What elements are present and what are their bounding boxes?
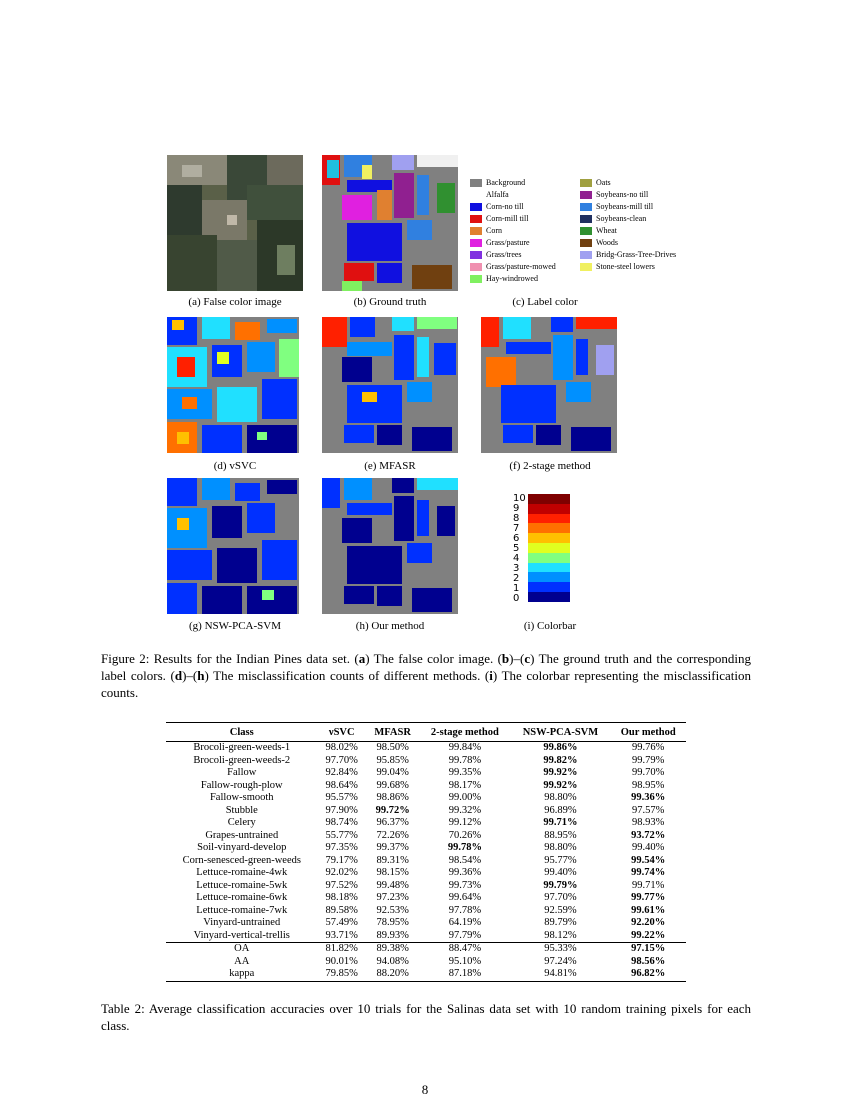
colorbar-tick: 4: [513, 553, 520, 564]
value-cell: 98.17%: [448, 779, 482, 791]
value-cell: 99.71%: [632, 879, 665, 891]
panel-b-caption: (b) Ground truth: [353, 296, 427, 308]
mfasr-art: [322, 317, 458, 453]
class-cell: Vinyard-vertical-trellis: [193, 929, 290, 941]
legend-item: Soybeans-clean: [580, 214, 646, 224]
legend-item: Grass/pasture-mowed: [470, 262, 556, 272]
value-cell: 99.00%: [448, 792, 482, 804]
colorbar-tick: 9: [513, 503, 520, 514]
colorbar-segment: [528, 592, 570, 602]
value-cell: 97.79%: [448, 929, 482, 941]
value-cell: 94.08%: [376, 955, 409, 967]
class-cell: Lettuce-romaine-5wk: [196, 879, 288, 891]
value-cell: 93.72%: [631, 829, 666, 841]
column-header: MFASR: [366, 723, 419, 742]
value-cell: 99.82%: [543, 754, 578, 766]
value-cell: 79.85%: [318, 968, 366, 981]
legend-item: Oats: [580, 178, 611, 188]
table-row: [166, 917, 686, 930]
value-cell: 99.40%: [632, 842, 665, 854]
value-cell: 99.84%: [448, 742, 482, 754]
page-number: 8: [421, 1082, 429, 1097]
value-cell: 98.80%: [544, 792, 577, 804]
table-row: [166, 805, 686, 818]
table-row: [166, 943, 686, 956]
value-cell: 95.10%: [448, 955, 482, 967]
class-cell: Fallow: [227, 767, 257, 779]
class-cell: AA: [234, 955, 250, 967]
value-cell: 97.78%: [448, 904, 482, 916]
table-row: [166, 742, 686, 755]
panel-e-caption: (e) MFASR: [364, 460, 416, 472]
legend-item: Bridg-Grass-Tree-Drives: [580, 250, 676, 260]
value-cell: 89.38%: [366, 943, 419, 956]
value-cell: 95.85%: [376, 754, 409, 766]
nsw-pca-svm-result-map: [167, 478, 299, 614]
class-cell: Lettuce-romaine-4wk: [196, 867, 288, 879]
value-cell: 90.01%: [325, 955, 358, 967]
label-color-legend: [470, 178, 700, 290]
our-method-art: [322, 478, 458, 614]
class-cell: Brocoli-green-weeds-1: [193, 742, 291, 754]
panel-h-caption: (h) Our method: [355, 620, 425, 632]
table-row: [166, 905, 686, 918]
class-cell: Celery: [227, 817, 256, 829]
table-row: [166, 755, 686, 768]
legend-item: Woods: [580, 238, 618, 248]
accuracy-table: [166, 722, 686, 982]
value-cell: 97.35%: [325, 842, 358, 854]
class-cell: Lettuce-romaine-6wk: [196, 892, 288, 904]
legend-item: Hay-windrowed: [470, 274, 538, 284]
legend-item: Grass/pasture: [470, 238, 530, 248]
colorbar-tick: 8: [513, 513, 520, 524]
value-cell: 98.74%: [325, 817, 358, 829]
value-cell: 99.71%: [543, 817, 578, 829]
legend-item: Alfalfa: [470, 190, 509, 200]
value-cell: 96.37%: [376, 817, 409, 829]
value-cell: 92.53%: [376, 904, 409, 916]
colorbar-segment: [528, 494, 570, 504]
value-cell: 89.58%: [325, 904, 358, 916]
value-cell: 99.78%: [447, 842, 482, 854]
value-cell: 97.57%: [632, 804, 665, 816]
class-cell: Grapes-untrained: [205, 829, 279, 841]
colorbar-tick: 2: [513, 573, 520, 584]
value-cell: 88.47%: [419, 943, 510, 956]
value-cell: 99.22%: [631, 929, 666, 941]
value-cell: 99.61%: [631, 904, 666, 916]
vsvc-art: [167, 317, 299, 453]
panel-c-caption: (c) Label color: [512, 296, 578, 308]
colorbar-segment: [528, 582, 570, 592]
value-cell: 87.18%: [419, 968, 510, 981]
value-cell: 98.18%: [325, 892, 358, 904]
table-body: [166, 742, 686, 982]
our-method-result-map: [322, 478, 458, 614]
legend-item: Soybeans-mill till: [580, 202, 653, 212]
value-cell: 99.70%: [632, 767, 665, 779]
value-cell: 88.20%: [366, 968, 419, 981]
value-cell: 99.77%: [631, 892, 666, 904]
panel-i-caption: (i) Colorbar: [523, 620, 577, 632]
table-row: [166, 855, 686, 868]
value-cell: 98.15%: [376, 867, 409, 879]
column-header: 2-stage method: [419, 723, 510, 742]
value-cell: 98.54%: [448, 854, 482, 866]
colorbar-segment: [528, 543, 570, 553]
panel-a-caption: (a) False color image: [188, 296, 282, 308]
value-cell: 92.84%: [325, 767, 358, 779]
colorbar-tick: 3: [513, 563, 520, 574]
value-cell: 97.23%: [376, 892, 409, 904]
class-cell: Brocoli-green-weeds-2: [193, 754, 291, 766]
value-cell: 98.86%: [376, 792, 409, 804]
value-cell: 79.17%: [325, 854, 358, 866]
value-cell: 98.50%: [376, 742, 409, 754]
table-row: [166, 842, 686, 855]
colorbar: [528, 494, 570, 602]
table-header-row: [166, 723, 686, 742]
class-cell: Fallow-smooth: [209, 792, 274, 804]
value-cell: 99.73%: [448, 879, 482, 891]
panel-f-caption: (f) 2-stage method: [509, 460, 591, 472]
class-cell: Soil-vinyard-develop: [197, 842, 287, 854]
value-cell: 92.02%: [325, 867, 358, 879]
class-cell: Lettuce-romaine-7wk: [196, 904, 288, 916]
value-cell: 98.12%: [544, 929, 577, 941]
vsvc-result-map: [167, 317, 299, 453]
value-cell: 98.95%: [632, 779, 665, 791]
colorbar-segment: [528, 533, 570, 543]
legend-item: Wheat: [580, 226, 617, 236]
legend-item: Corn-no till: [470, 202, 524, 212]
value-cell: 89.31%: [376, 854, 409, 866]
value-cell: 92.20%: [631, 917, 666, 929]
value-cell: 93.71%: [325, 929, 358, 941]
value-cell: 97.52%: [325, 879, 358, 891]
value-cell: 99.92%: [543, 779, 578, 791]
table-row: [166, 830, 686, 843]
column-header: νSVC: [318, 723, 366, 742]
value-cell: 89.93%: [376, 929, 409, 941]
value-cell: 99.36%: [448, 867, 482, 879]
column-header: NSW-PCA-SVM: [510, 723, 610, 742]
value-cell: 81.82%: [318, 943, 366, 956]
colorbar-segment: [528, 504, 570, 514]
value-cell: 99.54%: [631, 854, 666, 866]
panel-g-caption: (g) NSW-PCA-SVM: [189, 620, 281, 632]
value-cell: 99.76%: [632, 742, 665, 754]
class-cell: Vinyard-untrained: [203, 917, 281, 929]
table-row: [166, 930, 686, 943]
false-color-image: [167, 155, 303, 291]
value-cell: 70.26%: [448, 829, 482, 841]
colorbar-tick: 7: [513, 523, 520, 534]
value-cell: 99.79%: [543, 879, 578, 891]
value-cell: 99.36%: [631, 792, 666, 804]
table-caption: Table 2: Average classification accuracies over 10 trials for the Salinas data set with 10 random training pixels for each class.: [101, 1001, 751, 1033]
value-cell: 99.37%: [376, 842, 409, 854]
value-cell: 72.26%: [376, 829, 409, 841]
nsw-pca-svm-art: [167, 478, 299, 614]
value-cell: 98.80%: [544, 842, 577, 854]
table-row: [166, 880, 686, 893]
value-cell: 98.93%: [632, 817, 665, 829]
value-cell: 99.72%: [375, 804, 410, 816]
value-cell: 99.35%: [448, 767, 482, 779]
value-cell: 97.24%: [544, 955, 577, 967]
mfasr-result-map: [322, 317, 458, 453]
value-cell: 99.74%: [631, 867, 666, 879]
value-cell: 99.40%: [544, 867, 577, 879]
value-cell: 99.48%: [376, 879, 409, 891]
colorbar-tick: 0: [513, 593, 520, 604]
table-row: [166, 968, 686, 981]
ground-truth-map: [322, 155, 458, 291]
legend-item: Grass/trees: [470, 250, 522, 260]
legend-item: Soybeans-no till: [580, 190, 648, 200]
table-row: [166, 956, 686, 969]
class-cell: Fallow-rough-plow: [200, 779, 283, 791]
class-cell: kappa: [166, 968, 318, 981]
class-cell: OA: [166, 943, 318, 956]
two-stage-art: [481, 317, 617, 453]
value-cell: 99.64%: [448, 892, 482, 904]
value-cell: 96.82%: [610, 968, 686, 981]
value-cell: 97.90%: [325, 804, 358, 816]
table-row: [166, 817, 686, 830]
colorbar-tick: 5: [513, 543, 520, 554]
legend-item: Stone-steel lowers: [580, 262, 655, 272]
colorbar-segment: [528, 523, 570, 533]
value-cell: 64.19%: [448, 917, 482, 929]
value-cell: 99.86%: [543, 742, 578, 754]
colorbar-tick: 1: [513, 583, 520, 594]
value-cell: 89.79%: [544, 917, 577, 929]
value-cell: 98.64%: [325, 779, 358, 791]
value-cell: 99.68%: [376, 779, 409, 791]
value-cell: 88.95%: [544, 829, 577, 841]
table-row: [166, 792, 686, 805]
ground-truth-art: [322, 155, 458, 291]
legend-item: Corn: [470, 226, 502, 236]
value-cell: 92.59%: [544, 904, 577, 916]
value-cell: 94.81%: [510, 968, 610, 981]
value-cell: 97.70%: [544, 892, 577, 904]
legend-item: Background: [470, 178, 525, 188]
value-cell: 99.04%: [376, 767, 409, 779]
column-header: Our method: [610, 723, 686, 742]
table-row: [166, 767, 686, 780]
colorbar-tick: 6: [513, 533, 520, 544]
value-cell: 95.33%: [510, 943, 610, 956]
colorbar-segment: [528, 572, 570, 582]
legend-item: Corn-mill till: [470, 214, 528, 224]
class-cell: Stubble: [225, 804, 258, 816]
colorbar-segment: [528, 553, 570, 563]
value-cell: 98.56%: [631, 955, 666, 967]
column-header: Class: [166, 723, 318, 742]
class-cell: Corn-senesced-green-weeds: [182, 854, 301, 866]
value-cell: 99.12%: [448, 817, 482, 829]
panel-d-caption: (d) vSVC: [213, 460, 257, 472]
value-cell: 97.15%: [610, 943, 686, 956]
colorbar-ticks: [513, 494, 527, 602]
value-cell: 95.57%: [325, 792, 358, 804]
figure-caption: Figure 2: Results for the Indian Pines data set. (a) The false color image. (b)–(c) The ground truth and the corresponding label colors. (d)–(h) The misclassification counts of different methods. (i) The colorbar representing the misclassification counts.: [101, 651, 751, 700]
value-cell: 55.77%: [325, 829, 358, 841]
value-cell: 96.89%: [544, 804, 577, 816]
value-cell: 95.77%: [544, 854, 577, 866]
table-row: [166, 867, 686, 880]
false-color-image-art: [167, 155, 303, 291]
colorbar-tick: 10: [513, 493, 526, 504]
value-cell: 99.92%: [543, 767, 578, 779]
value-cell: 99.79%: [632, 754, 665, 766]
value-cell: 97.70%: [325, 754, 358, 766]
value-cell: 99.32%: [448, 804, 482, 816]
value-cell: 99.78%: [448, 754, 482, 766]
value-cell: 57.49%: [325, 917, 358, 929]
value-cell: 78.95%: [376, 917, 409, 929]
colorbar-segment: [528, 514, 570, 524]
table-row: [166, 892, 686, 905]
colorbar-segment: [528, 563, 570, 573]
two-stage-result-map: [481, 317, 617, 453]
value-cell: 98.02%: [325, 742, 358, 754]
table-row: [166, 780, 686, 793]
